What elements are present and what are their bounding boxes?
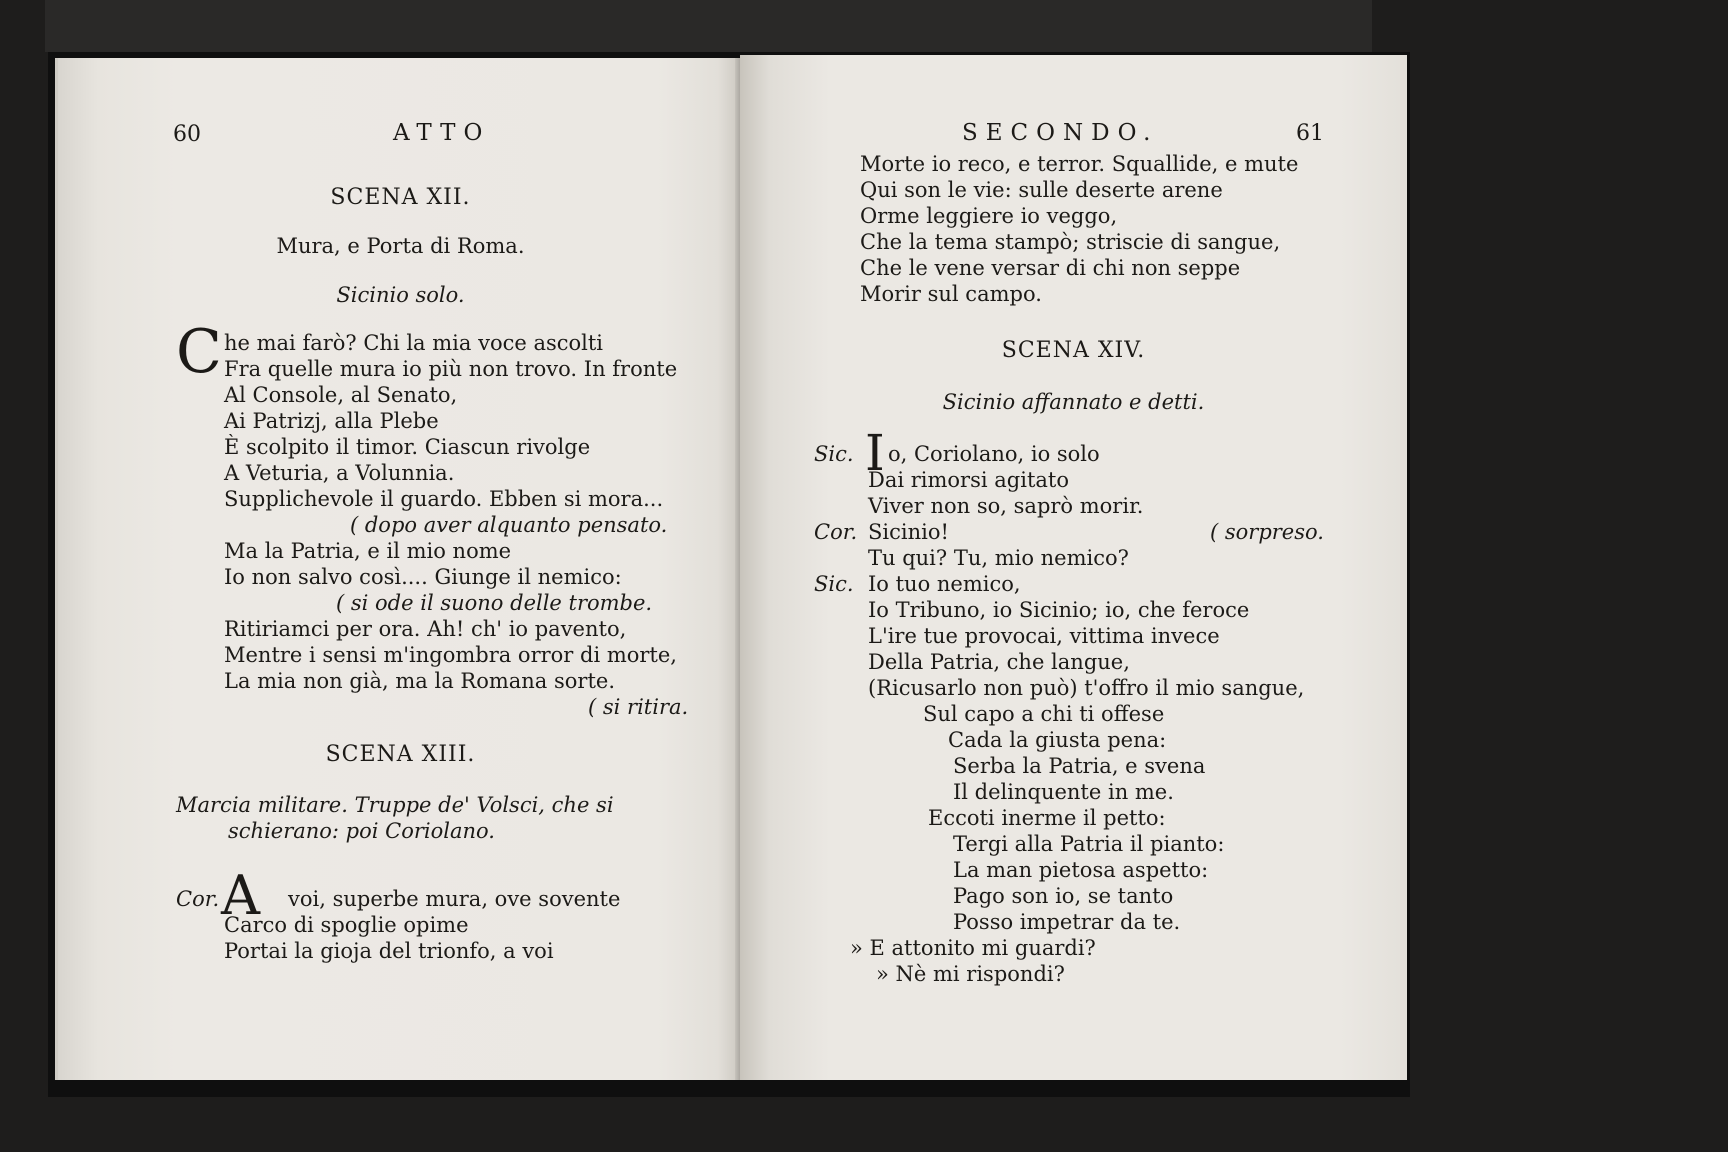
stage-direction: ( sorpreso. — [1210, 520, 1324, 544]
verse-line: Serba la Patria, e svena — [953, 754, 1206, 778]
background-band — [45, 0, 1372, 52]
scene-title-xiii: SCENA XIII. — [325, 742, 476, 767]
verse-line: Sicinio! — [868, 520, 949, 544]
verse-line: È scolpito il timor. Ciascun rivolge — [224, 435, 591, 459]
right-page — [740, 55, 1407, 1080]
running-head-left: ATTO — [393, 120, 491, 146]
stage-direction: schierano: poi Coriolano. — [228, 819, 495, 843]
verse-line: Viver non so, saprò morir. — [868, 494, 1144, 518]
verse-line: » Nè mi rispondi? — [876, 962, 1065, 986]
verse-line: L'ire tue provocai, vittima invece — [868, 624, 1220, 648]
verse-line: Ai Patrizj, alla Plebe — [224, 409, 439, 433]
speaker-label: Sic. — [814, 572, 854, 596]
running-head-right: SECONDO. — [962, 120, 1159, 146]
verse-line: Ritiriamci per ora. Ah! ch' io pavento, — [224, 617, 627, 641]
speaker-label: Cor. — [176, 887, 220, 911]
drop-cap-i: I — [865, 424, 885, 482]
verse-line: o, Coriolano, io solo — [888, 442, 1100, 466]
verse-line: Io non salvo così.... Giunge il nemico: — [224, 565, 622, 589]
verse-line: La mia non già, ma la Romana sorte. — [224, 669, 615, 693]
verse-line: Supplichevole il guardo. Ebben si mora... — [224, 487, 664, 511]
scene-title-xii: SCENA XII. — [330, 185, 471, 210]
scene-setting: Mura, e Porta di Roma. — [276, 234, 525, 258]
verse-line: Che la tema stampò; striscie di sangue, — [860, 230, 1281, 254]
verse-line: A Veturia, a Volunnia. — [224, 461, 455, 485]
verse-line: Mentre i sensi m'ingombra orror di morte, — [224, 643, 677, 667]
character-note-right: Sicinio affannato e detti. — [942, 390, 1205, 414]
verse-line: La man pietosa aspetto: — [953, 858, 1209, 882]
verse-line: (Ricusarlo non può) t'offro il mio sangue, — [868, 676, 1305, 700]
stage-direction: ( dopo aver alquanto pensato. — [350, 513, 668, 537]
verse-line: Dai rimorsi agitato — [868, 468, 1069, 492]
page-number-left: 60 — [173, 122, 201, 147]
verse-line: Portai la gioja del trionfo, a voi — [224, 939, 554, 963]
verse-line: Sul capo a chi ti offese — [923, 702, 1165, 726]
verse-line: Al Console, al Senato, — [224, 383, 458, 407]
verse-line: Che le vene versar di chi non seppe — [860, 256, 1241, 280]
verse-line: he mai farò? Chi la mia voce ascolti — [224, 331, 604, 355]
verse-line: Ma la Patria, e il mio nome — [224, 539, 512, 563]
verse-line: Eccoti inerme il petto: — [928, 806, 1166, 830]
verse-line: Il delinquente in me. — [953, 780, 1174, 804]
verse-line: Pago son io, se tanto — [953, 884, 1174, 908]
drop-cap-a: A — [221, 864, 260, 927]
verse-line: voi, superbe mura, ove sovente — [288, 887, 621, 911]
verse-line: Morte io reco, e terror. Squallide, e mute — [860, 152, 1299, 176]
verse-line: Io Tribuno, io Sicinio; io, che feroce — [868, 598, 1250, 622]
left-page — [55, 58, 740, 1080]
drop-cap-c: C — [176, 317, 222, 387]
verse-line: Posso impetrar da te. — [953, 910, 1181, 934]
character-note-left: Sicinio solo. — [336, 283, 465, 307]
verse-line: Orme leggiere io veggo, — [860, 204, 1118, 228]
verse-line: Fra quelle mura io più non trovo. In fronte — [224, 357, 678, 381]
verse-line: Tu qui? Tu, mio nemico? — [868, 546, 1129, 570]
verse-line: » E attonito mi guardi? — [850, 936, 1096, 960]
verse-line: Tergi alla Patria il pianto: — [953, 832, 1225, 856]
stage-direction: ( si ode il suono delle trombe. — [336, 591, 653, 615]
verse-line: Qui son le vie: sulle deserte arene — [860, 178, 1223, 202]
verse-line: Io tuo nemico, — [868, 572, 1021, 596]
stage-direction: Marcia militare. Truppe de' Volsci, che si — [176, 793, 614, 817]
page-number-right: 61 — [1296, 121, 1324, 146]
verse-line: Carco di spoglie opime — [224, 913, 469, 937]
stage-direction: ( si ritira. — [588, 695, 689, 719]
scene-title-xiv: SCENA XIV. — [1001, 338, 1146, 363]
verse-line: Cada la giusta pena: — [948, 728, 1167, 752]
verse-line: Morir sul campo. — [860, 282, 1042, 306]
speaker-label: Sic. — [814, 442, 854, 466]
speaker-label: Cor. — [814, 520, 858, 544]
verse-line: Della Patria, che langue, — [868, 650, 1130, 674]
